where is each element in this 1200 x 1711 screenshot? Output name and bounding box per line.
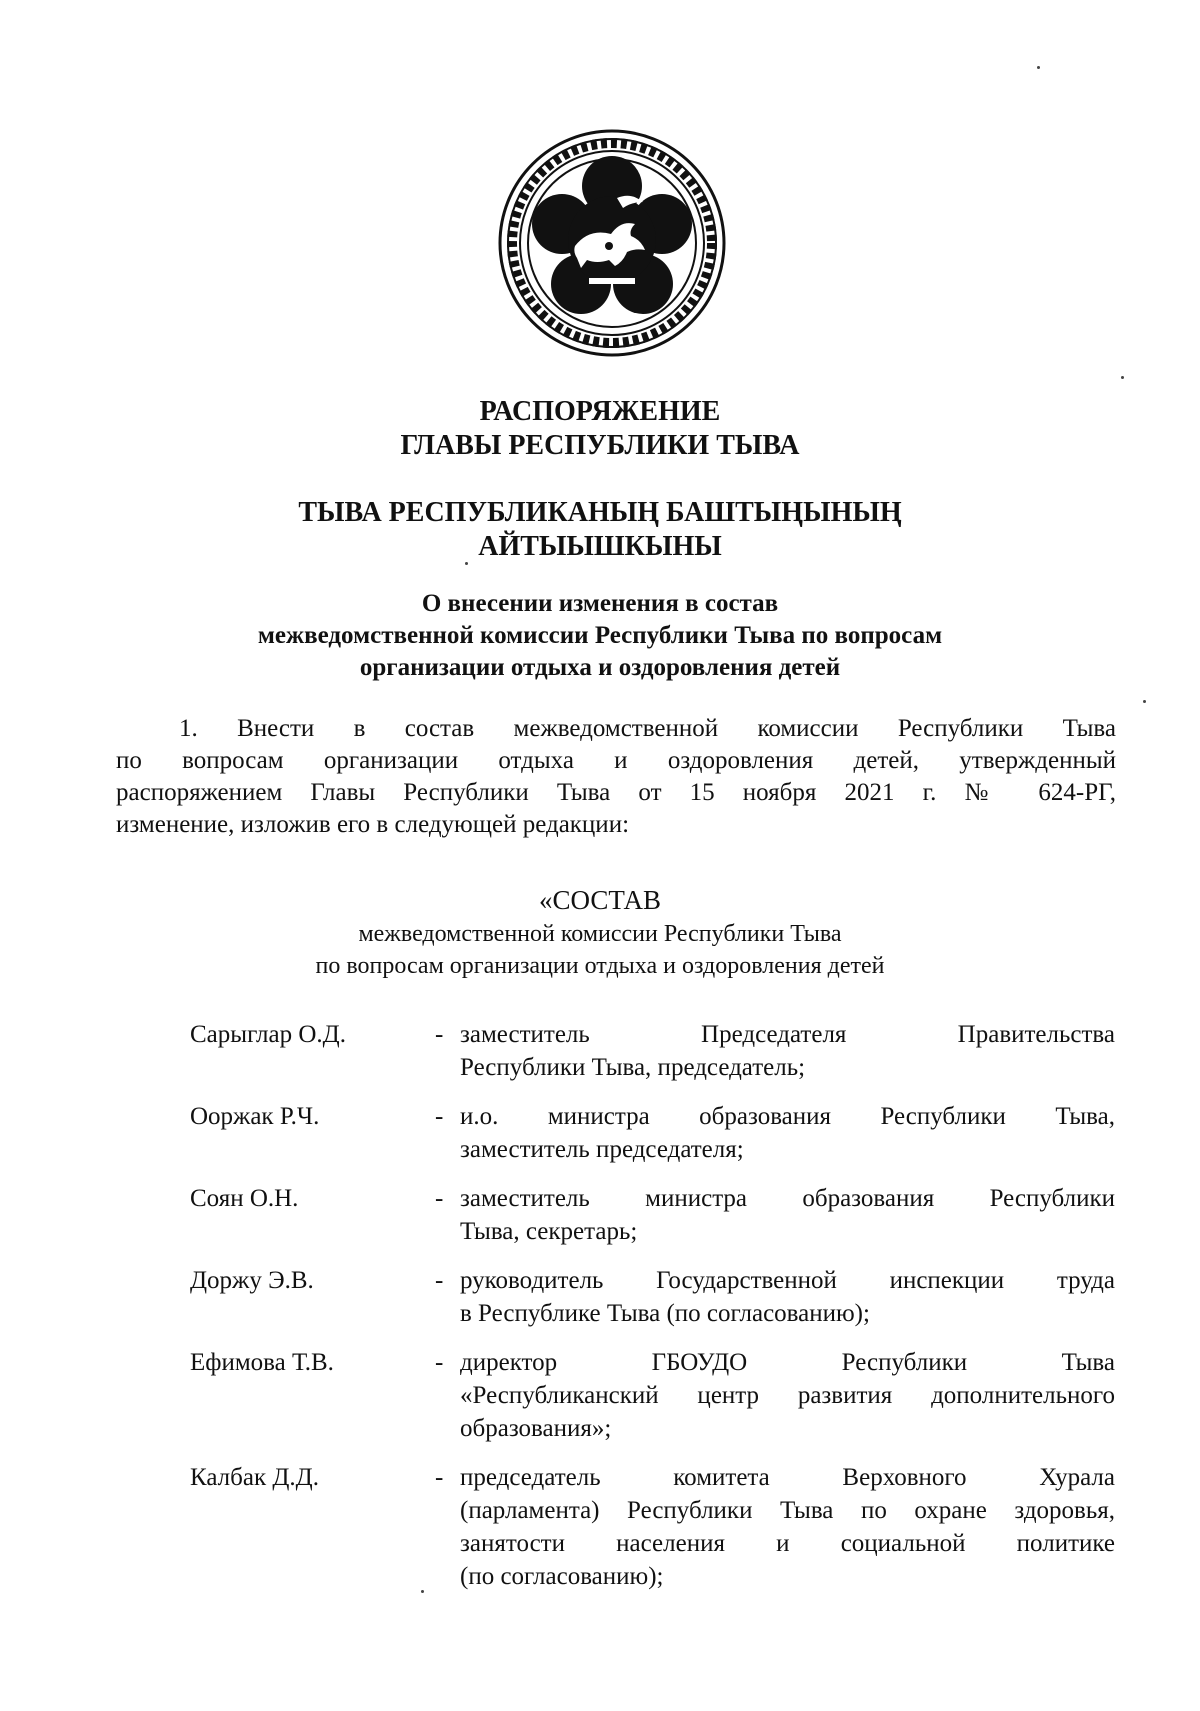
tuvan-heading-line-1: ТЫВА РЕСПУБЛИКАНЫҢ БАШТЫҢЫНЫҢ <box>298 497 902 528</box>
composition-title: «СОСТАВ <box>538 885 661 915</box>
document-subject <box>0 588 1200 684</box>
member-name: Соян О.Н. <box>190 1185 299 1212</box>
member-name: Ефимова Т.В. <box>190 1349 334 1376</box>
member-dash: - <box>435 1464 444 1491</box>
member-row <box>190 1264 1115 1330</box>
composition-subtitle <box>0 918 1200 982</box>
member-name: Калбак Д.Д. <box>190 1464 319 1491</box>
member-name: Сарыглар О.Д. <box>190 1021 346 1048</box>
member-role-line: директор ГБОУДО Республики Тыва <box>460 1349 1115 1376</box>
member-row <box>190 1018 1115 1084</box>
scan-speck <box>1121 376 1124 379</box>
heading-line-2: ГЛАВЫ РЕСПУБЛИКИ ТЫВА <box>400 430 800 461</box>
member-row <box>190 1100 1115 1166</box>
member-role-line: «Республиканский центр развития дополнительного <box>460 1382 1115 1409</box>
member-role-line: (парламента) Республики Тыва по охране здоровья, <box>460 1497 1115 1524</box>
tuva-coat-of-arms-emblem <box>497 128 727 358</box>
paragraph-line: изменение, изложив его в следующей редакции: <box>116 811 630 838</box>
member-role-line: заместитель председателя; <box>460 1136 744 1163</box>
members-list <box>190 1018 1115 1609</box>
member-role-line: образования»; <box>460 1415 612 1442</box>
member-dash: - <box>435 1349 444 1376</box>
member-role-line: занятости населения и социальной политике <box>460 1530 1115 1557</box>
member-dash: - <box>435 1185 444 1212</box>
member-role-line: председатель комитета Верховного Хурала <box>460 1464 1115 1491</box>
member-role <box>460 1461 1115 1593</box>
member-role-line: Тыва, секретарь; <box>460 1218 638 1245</box>
subject-line-3: организации отдыха и оздоровления детей <box>359 654 841 681</box>
member-role-line: Республики Тыва, председатель; <box>460 1054 806 1081</box>
paragraph-line: по вопросам организации отдыха и оздоровления детей, утвержденный <box>116 747 1116 774</box>
member-row <box>190 1346 1115 1445</box>
member-role-line: руководитель Государственной инспекции труда <box>460 1267 1115 1294</box>
document-type-heading <box>0 395 1200 463</box>
member-name: Доржу Э.В. <box>190 1267 314 1294</box>
member-role-line: и.о. министра образования Республики Тыва, <box>460 1103 1115 1130</box>
member-dash: - <box>435 1103 444 1130</box>
member-role-line: заместитель Председателя Правительства <box>460 1021 1115 1048</box>
member-role-line: в Республике Тыва (по согласованию); <box>460 1300 870 1327</box>
paragraph-line: распоряжением Главы Республики Тыва от 15 ноября 2021 г. № 624-РГ, <box>116 779 1116 806</box>
composition-subtitle-line-1: межведомственной комиссии Республики Тыва <box>358 921 842 947</box>
tuvan-heading <box>0 496 1200 564</box>
member-role <box>460 1018 1115 1084</box>
member-role-line: заместитель министра образования Республики <box>460 1185 1115 1212</box>
member-role-line: (по согласованию); <box>460 1563 664 1590</box>
member-dash: - <box>435 1267 444 1294</box>
member-role <box>460 1182 1115 1248</box>
scan-speck <box>421 1590 424 1593</box>
member-row <box>190 1182 1115 1248</box>
subject-line-1: О внесении изменения в состав <box>421 590 779 617</box>
paragraph-line: 1. Внести в состав межведомственной комиссии Республики Тыва <box>179 715 1116 742</box>
scan-speck <box>465 562 468 565</box>
member-row <box>190 1461 1115 1593</box>
subject-line-2: межведомственной комиссии Республики Тыва по вопросам <box>257 622 943 649</box>
member-role <box>460 1100 1115 1166</box>
member-role <box>460 1346 1115 1445</box>
scan-speck <box>1143 700 1146 703</box>
composition-subtitle-line-2: по вопросам организации отдыха и оздоровления детей <box>315 953 885 979</box>
tuvan-heading-line-2: АЙТЫЫШКЫНЫ <box>478 531 722 562</box>
member-dash: - <box>435 1021 444 1048</box>
paragraph-1 <box>116 713 1116 841</box>
member-role <box>460 1264 1115 1330</box>
scan-speck <box>1037 66 1040 69</box>
member-name: Ооржак Р.Ч. <box>190 1103 320 1130</box>
heading-line-1: РАСПОРЯЖЕНИЕ <box>479 396 721 427</box>
